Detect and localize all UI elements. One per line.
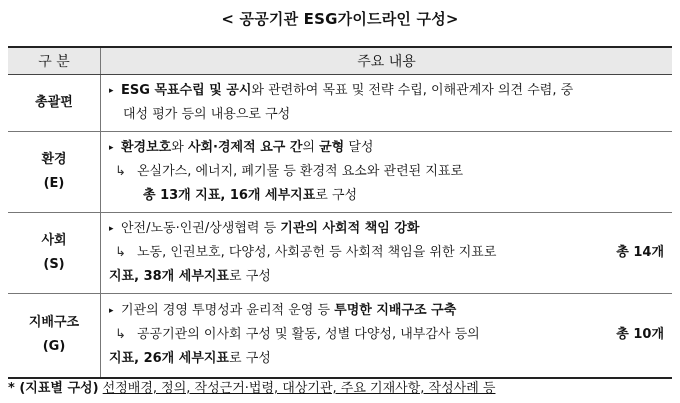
category-cell-general: [8, 75, 101, 132]
table-row-governance: [8, 294, 672, 378]
governance-count-tail: 로 구성: [229, 351, 271, 367]
social-detail: 노동, 인권보호, 다양성, 사회공헌 등 사회적 책임을 위한 지표로: [137, 245, 497, 260]
category-label-social: 사회: [41, 233, 67, 248]
environment-detail: 온실가스, 에너지, 폐기물 등 환경적 요소와 관련된 지표로: [137, 164, 464, 179]
environment-text-b: 의: [302, 140, 320, 155]
environment-text-a: 와: [171, 140, 188, 155]
category-label-governance: 지배구조: [28, 315, 80, 331]
sub-arrow-icon: ↳: [115, 164, 126, 179]
social-count: 지표, 38개 세부지표: [109, 269, 229, 284]
social-line-2: [109, 241, 664, 265]
environment-text-c: 달성: [344, 140, 374, 155]
footnote: [8, 377, 495, 396]
social-line-3: [109, 265, 664, 289]
general-line-2: [109, 103, 664, 127]
bullet-icon: ▸: [109, 224, 114, 234]
category-cell-social: [8, 213, 101, 294]
environment-count-tail: 로 구성: [315, 188, 358, 203]
environment-bold-a: 환경보호: [121, 140, 172, 155]
governance-line-1: [109, 299, 664, 323]
footnote-items: 선정배경, 정의, 작성근거·법령, 대상기관, 주요 기재사항, 작성사례 등: [102, 381, 496, 396]
general-bold-text: ESG 목표수립 및 공시: [121, 83, 252, 98]
environment-bold-c: 균형: [319, 140, 345, 155]
category-label-general: 총괄편: [35, 95, 73, 110]
category-cell-environment: [8, 132, 101, 213]
environment-line-3: [109, 184, 664, 208]
table-row-social: [8, 213, 672, 294]
general-text: 와 관련하여 목표 및 전략 수립, 이해관계자 의견 수렴, 중: [251, 83, 574, 98]
table-row-general: [8, 75, 672, 132]
general-line-1: [109, 79, 664, 103]
governance-line-2: [109, 323, 664, 347]
footnote-prefix: * (지표별 구성): [8, 381, 99, 396]
governance-total: 총 10개: [616, 327, 664, 343]
table-row-environment: [8, 132, 672, 213]
category-code-governance: (G): [42, 339, 66, 355]
environment-bold-b: 사회·경제적 요구 간: [187, 140, 303, 155]
governance-line-3: [109, 347, 664, 371]
content-cell-environment: [101, 132, 673, 213]
environment-line-1: [109, 136, 664, 160]
content-cell-social: [101, 213, 673, 294]
governance-detail: 공공기관의 이사회 구성 및 활동, 성별 다양성, 내부감사 등의: [137, 327, 480, 343]
category-label-environment: 환경: [41, 152, 67, 167]
header-content: 주요 내용: [101, 47, 673, 75]
social-total: 총 14개: [616, 245, 664, 260]
governance-text-a: 기관의 경영 투명성과 윤리적 운영 등: [121, 303, 335, 319]
social-text-a: 안전/노동·인권/상생협력 등: [121, 221, 281, 236]
page-title: < 공공기관 ESG가이드라인 구성>: [221, 10, 459, 28]
sub-arrow-icon: ↳: [115, 245, 126, 260]
environment-count: 총 13개 지표, 16개 세부지표: [143, 188, 316, 203]
governance-count: 지표, 26개 세부지표: [109, 351, 229, 367]
governance-bold-a: 투명한 지배구조 구축: [334, 303, 457, 319]
header-category: 구 분: [8, 47, 101, 75]
environment-line-2: [109, 160, 664, 184]
general-wrap-text: 대성 평가 등의 내용으로 구성: [123, 107, 291, 122]
category-code-social: (S): [43, 257, 65, 272]
category-cell-governance: [8, 294, 101, 378]
bullet-icon: ▸: [109, 143, 114, 153]
table-header-row: [8, 47, 672, 75]
social-line-1: [109, 217, 664, 241]
social-count-tail: 로 구성: [229, 269, 271, 284]
bullet-icon: ▸: [109, 86, 114, 96]
social-bold-a: 기관의 사회적 책임 강화: [280, 221, 420, 236]
content-cell-governance: [101, 294, 673, 378]
esg-guideline-table: [8, 46, 672, 379]
sub-arrow-icon: ↳: [115, 327, 126, 343]
bullet-icon: ▸: [109, 306, 114, 317]
category-code-environment: (E): [43, 176, 65, 191]
content-cell-general: [101, 75, 673, 132]
